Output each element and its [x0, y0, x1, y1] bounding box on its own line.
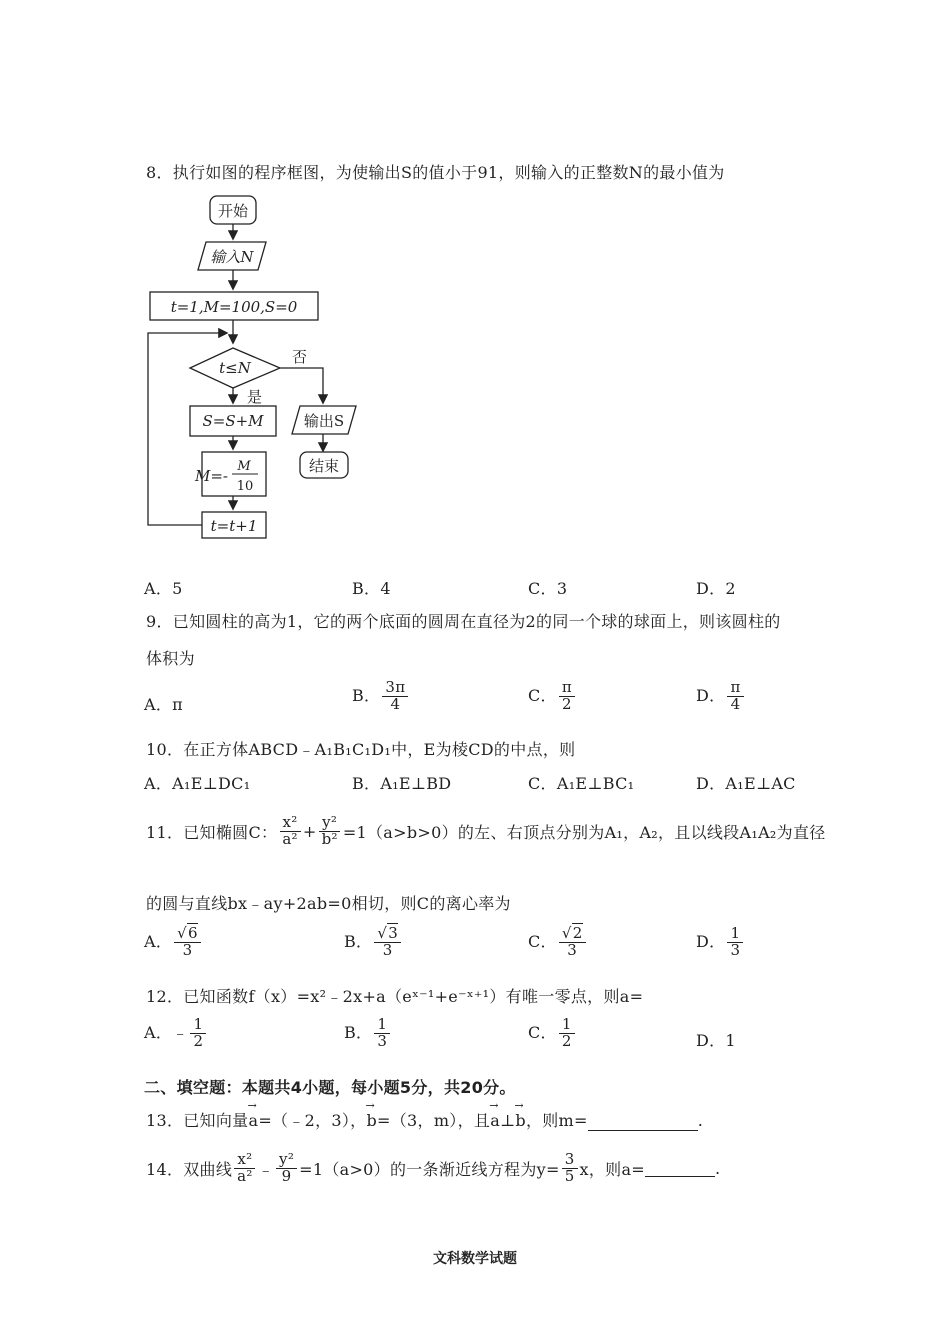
flow-step3-label: t=t+1: [210, 517, 258, 535]
q10-option-c: C．A₁E⊥BC₁: [528, 774, 635, 793]
q12-stem: 12．已知函数f（x）=x²﹣2x+a（eˣ⁻¹+e⁻ˣ⁺¹）有唯一零点，则a=: [146, 987, 644, 1006]
q12-option-d: D．1: [696, 1031, 736, 1050]
q13-stem: 13．已知向量→ a=（﹣2，3），→ b=（3，m），且→ a⊥→ b，则m= .: [146, 1108, 703, 1131]
q9-option-d: D． $\frac{\pi}{4}$: [696, 680, 746, 713]
q12-option-a: A．﹣ $\frac{1}{2}$: [144, 1017, 208, 1050]
flow-step2-den: 10: [236, 479, 254, 494]
q11-option-b: B． $\frac{√3}{3}$: [344, 926, 403, 959]
q11-option-a: A． $\frac{√6}{3}$: [144, 926, 203, 959]
flow-step1-label: S=S+M: [202, 412, 264, 430]
footer-title: 文科数学试题: [433, 1251, 517, 1267]
flow-yes-label: 是: [247, 388, 263, 406]
flow-end-label: 结束: [308, 457, 340, 475]
flowchart: [140, 190, 380, 550]
q10-option-a: A．A₁E⊥DC₁: [144, 774, 251, 793]
flow-output-label: 输出S: [303, 412, 345, 430]
flow-step2-lhs: M=-: [195, 467, 228, 485]
q11-option-c: C． $\frac{√2}{3}$: [528, 926, 588, 959]
q12-option-b: B． $\frac{1}{3}$: [344, 1017, 392, 1050]
q10-stem: 10．在正方体ABCD﹣A₁B₁C₁D₁中，E为棱CD的中点，则: [146, 740, 576, 759]
q8-option-a: A．5: [144, 579, 183, 598]
section-heading: 二、填空题：本题共4小题，每小题5分，共20分。: [144, 1078, 516, 1097]
q9-option-b: B． $\frac{3\pi}{4}$: [352, 680, 410, 713]
q12-option-c: C． $\frac{1}{2}$: [528, 1017, 577, 1050]
flow-start-label: 开始: [217, 202, 249, 220]
q9-stem-line1: 9．已知圆柱的高为1，它的两个底面的圆周在直径为2的同一个球的球面上，则该圆柱的: [146, 612, 781, 631]
q11-stem: 11．已知椭圆C： $\frac{\text{x²}}{\text{a²}}$ + $\frac{\text{y²}}{\text{b²}}$ =1（a>b>0）的左、右顶点分别为A₁，A₂，且以线段A₁A₂为直径: [146, 813, 826, 848]
q14-blank: [645, 1160, 715, 1177]
flow-init-label: t=1,M=100,S=0: [170, 298, 298, 316]
vector-b: → b: [366, 1111, 377, 1130]
q10-option-b: B．A₁E⊥BD: [352, 774, 452, 793]
flow-input-label: 输入N: [210, 248, 254, 266]
q14-stem: 14．双曲线 $\frac{\text{x²}}{\text{a²}}$ ﹣ $\frac{\text{y²}}{9}$ =1（a>0）的一条渐近线方程为y= $\frac{3}{5}$ x，则a= .: [146, 1150, 721, 1185]
q11-stem-line2: 的圆与直线bx﹣ay+2ab=0相切，则C的离心率为: [146, 894, 511, 913]
q13-blank: [588, 1114, 698, 1131]
q9-stem-line2: 体积为: [146, 649, 195, 668]
flow-no-label: 否: [292, 348, 308, 366]
q8-option-b: B．4: [352, 579, 391, 598]
q8-option-d: D．2: [696, 579, 736, 598]
q8-option-c: C．3: [528, 579, 568, 598]
q9-option-c: C． $\frac{\pi}{2}$: [528, 680, 577, 713]
flow-step2-num: M: [237, 459, 251, 474]
q11-option-d: D． $\frac{1}{3}$: [696, 926, 745, 959]
flow-cond-label: t≤N: [219, 359, 251, 377]
q10-option-d: D．A₁E⊥AC: [696, 774, 796, 793]
q9-option-a: A．π: [144, 695, 183, 714]
vector-a: → a: [248, 1111, 258, 1130]
q8-stem: 8．执行如图的程序框图，为使输出S的值小于91，则输入的正整数N的最小值为: [146, 163, 725, 182]
